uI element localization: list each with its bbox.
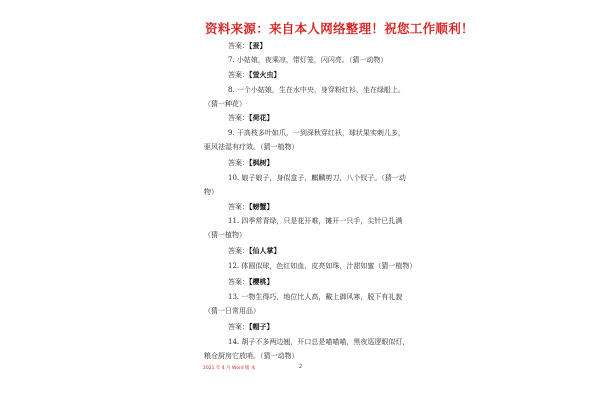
answer-label: 答案： xyxy=(228,114,249,122)
answer-value: 【萤火虫】 xyxy=(249,70,281,79)
riddle-line: 物） xyxy=(204,188,218,196)
source-header: 资料来源：来自本人网络整理！祝您工作顺利！ xyxy=(205,21,474,36)
answer-label: 答案： xyxy=(228,42,249,50)
answer-label: 答案： xyxy=(228,247,249,255)
answer-line xyxy=(228,70,281,80)
answer-line xyxy=(228,113,274,123)
riddle-line: 12. 体圆似球，色红如血，皮亮如珠，汁甜如蜜（猜一植物） xyxy=(228,262,417,270)
riddle-line: 粮仓厨房它放哨。（猜一动物） xyxy=(204,352,299,360)
riddle-line: 8. 一个小姑娘，生在水中央，身穿粉红衫，坐在绿船上。 xyxy=(228,86,405,94)
answer-value: 【仙人掌】 xyxy=(249,246,281,255)
riddle-line: 13. 一物生得巧，地位比人高，戴上御风寒，脱下有礼貌 xyxy=(228,293,403,301)
riddle-line: 11. 四季常青绿，只是花开难，摊开一只手，尖针已扎满 xyxy=(228,217,403,225)
answer-line xyxy=(228,277,274,287)
riddle-line: 7. 小姑娘，夜乘凉，带灯笼，闪闪亮。（猜一动物） xyxy=(228,56,388,64)
footer-date: 2021 年 4 月 Word 版 本 xyxy=(203,366,256,371)
riddle-line: 驱风祛湿有疗效。（猜一植物） xyxy=(204,143,299,151)
answer-line xyxy=(228,158,274,168)
answer-value: 【枫树】 xyxy=(249,158,274,167)
answer-value: 【螃蟹】 xyxy=(249,202,274,211)
answer-label: 答案： xyxy=(228,71,249,79)
answer-label: 答案： xyxy=(228,159,249,167)
answer-line xyxy=(228,322,274,332)
answer-value: 【帽子】 xyxy=(249,322,274,331)
page-number: 2 xyxy=(299,364,303,370)
answer-line xyxy=(228,41,267,51)
answer-label: 答案： xyxy=(228,323,249,331)
answer-line xyxy=(228,246,281,256)
answer-value: 【蚕】 xyxy=(249,41,267,50)
riddle-line: 9. 干高枝多叶如爪，一到深秋穿红袄，球状果实刺儿多， xyxy=(228,129,405,137)
riddle-line: （猜一日常用品） xyxy=(204,307,260,315)
riddle-line: （猜一植物） xyxy=(204,231,246,239)
answer-label: 答案： xyxy=(228,203,249,211)
riddle-line: 10. 娘子娘子，身似盒子，麒麟剪刀，八个钗子。（猜一动 xyxy=(228,174,406,182)
answer-label: 答案： xyxy=(228,278,249,286)
riddle-line: （猜一种花） xyxy=(204,100,246,108)
riddle-line: 14. 胡子不多两边翘，开口总是喵喵喵，黑夜巡逻眼似灯， xyxy=(228,338,410,346)
answer-value: 【樱桃】 xyxy=(249,277,274,286)
answer-line xyxy=(228,202,274,212)
answer-value: 【荷花】 xyxy=(249,113,274,122)
